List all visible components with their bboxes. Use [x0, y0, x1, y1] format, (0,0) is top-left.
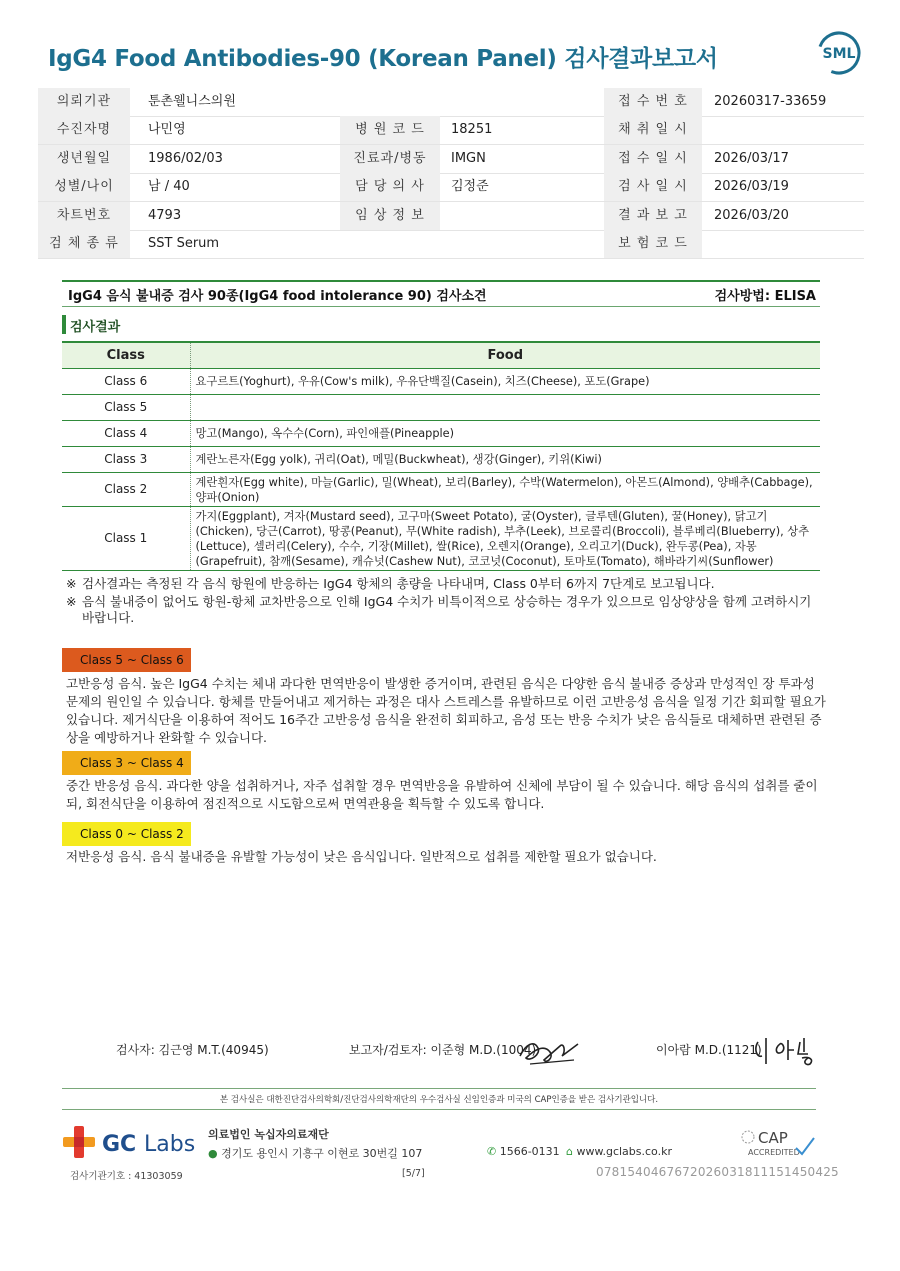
info-value: [451, 202, 601, 230]
info-label: 차트번호: [38, 202, 130, 230]
food-cell: 계란흰자(Egg white), 마늘(Garlic), 밀(Wheat), 보리(Barley), 수박(Watermelon), 아몬드(Almond), 양배추(Cabbage), 양파(Onion): [190, 473, 820, 507]
info-value: 2026/03/17: [714, 151, 789, 166]
info-label: 접 수 일 시: [604, 145, 702, 173]
info-value: 20260317-33659: [714, 94, 827, 109]
location-pin-icon: ●: [208, 1147, 218, 1160]
section-title: IgG4 음식 불내증 검사 90종(IgG4 food intolerance 90) 검사소견: [68, 289, 487, 304]
info-label: 검 체 종 류: [38, 230, 130, 258]
food-column-header: Food: [190, 342, 820, 369]
reporter-signature: 보고자/검토자: 이준형 M.D.(1004): [349, 1043, 537, 1057]
legend-desc-class-0-2: 저반응성 음식. 음식 불내증을 유발할 가능성이 낮은 음식입니다. 일반적으로 섭취를 제한할 필요가 없습니다.: [66, 849, 657, 864]
class-cell: Class 2: [62, 473, 190, 507]
website-url[interactable]: www.gclabs.co.kr: [576, 1145, 672, 1158]
info-value: 김정준: [451, 179, 489, 194]
result-row: [62, 395, 820, 421]
food-cell: 요구르트(Yoghurt), 우유(Cow's milk), 우유단백질(Casein), 치즈(Cheese), 포도(Grape): [190, 369, 820, 395]
info-label: 검 사 일 시: [604, 173, 702, 201]
info-label: 성별/나이: [38, 173, 130, 201]
legend-desc-class-5-6: 고반응성 음식. 높은 IgG4 수치는 체내 과다한 면역반응이 발생한 증거이며, 관련된 음식은 다양한 음식 불내증 증상과 만성적인 장 투과성 문제의 원인일 수 있습니다. 항체를 만들어내고 제거하는 과정은 대사 스트레스를 유발하므로 이런 고반응성 음식을 일정 기간 회피할 필요가 있습니다. 제거식단을 이용하여 적어도 16주간 고반응성 음식을 완전히 회피하고, 음성 또는 반응 수치가 낮은 음식들로 대체하면 관련된 증상을 예방하거나 완화할 수 있습니다.: [66, 676, 826, 745]
class-cell: Class 1: [62, 507, 190, 571]
info-value: IMGN: [451, 151, 486, 166]
patient-info-table: [38, 88, 864, 260]
sml-logo: [816, 30, 862, 76]
info-value: 툰촌웰니스의원: [148, 94, 236, 109]
info-row: [38, 116, 864, 145]
result-row: [62, 473, 820, 507]
gc-logo-text: GC: [102, 1132, 137, 1157]
website[interactable]: [566, 1145, 672, 1158]
note-1: [66, 576, 826, 592]
barcode-number: 0781540467672026031811151450425: [596, 1165, 839, 1179]
info-label: 결 과 보 고: [604, 202, 702, 230]
note-text: 검사결과는 측정된 각 음식 항원에 반응하는 IgG4 항체의 총량을 나타내며, Class 0부터 6까지 7단계로 보고됩니다.: [82, 576, 715, 591]
info-value: 남 / 40: [148, 179, 190, 194]
phone: [487, 1145, 560, 1158]
result-row: [62, 507, 820, 571]
result-table: [62, 341, 820, 571]
info-label: 의뢰기관: [38, 88, 130, 116]
phone-number: 1566-0131: [499, 1145, 560, 1158]
class-cell: Class 3: [62, 447, 190, 473]
info-row: [38, 145, 864, 174]
info-label: 생년월일: [38, 145, 130, 173]
sml-logo-text: SML: [822, 46, 856, 62]
address: [208, 1145, 422, 1161]
result-header-row: [62, 342, 820, 369]
info-row: [38, 202, 864, 231]
note-text: 음식 불내증이 없어도 항원-항체 교차반응으로 인해 IgG4 수치가 비특이적으로 상승하는 경우가 있으므로 임상양상을 함께 고려하시기 바랍니다.: [82, 594, 812, 625]
info-row: [38, 230, 864, 259]
info-label: 병 원 코 드: [340, 116, 440, 144]
result-row: [62, 447, 820, 473]
handwritten-signature-1: [516, 1030, 582, 1070]
info-label: 보 험 코 드: [604, 230, 702, 258]
home-icon: ⌂: [566, 1145, 573, 1158]
cap-accredited-logo: [736, 1126, 816, 1162]
legend-badge-class-5-6: Class 5 ~ Class 6: [62, 648, 191, 672]
class-cell: Class 6: [62, 369, 190, 395]
section-divider: [62, 306, 820, 307]
class-cell: Class 5: [62, 395, 190, 421]
info-value: 2026/03/19: [714, 179, 789, 194]
labs-logo-text: Labs: [144, 1132, 196, 1157]
accreditation-notice: 본 검사실은 대한진단검사의학회/진단검사의학재단의 우수검사실 신임인증과 미국의 CAP인증을 받은 검사기관입니다.: [219, 1095, 659, 1105]
info-row: [38, 88, 864, 117]
handwritten-signature-2: [752, 1034, 822, 1068]
third-signature-name: 이아람 M.D.(1121): [656, 1043, 762, 1057]
info-label: 접 수 번 호: [604, 88, 702, 116]
info-value: [714, 116, 864, 144]
info-label: 진료과/병동: [340, 145, 440, 173]
result-row: [62, 421, 820, 447]
info-value: 1986/02/03: [148, 151, 223, 166]
info-value: 2026/03/20: [714, 208, 789, 223]
report-title: IgG4 Food Antibodies-90 (Korean Panel) 검사결과보고서: [48, 46, 718, 72]
info-value: 4793: [148, 208, 182, 223]
class-cell: Class 4: [62, 421, 190, 447]
info-label: 수진자명: [38, 116, 130, 144]
cap-logo-subtext: ACCREDITED: [748, 1148, 800, 1157]
info-value: 18251: [451, 122, 493, 137]
gc-labs-logo: [62, 1124, 204, 1160]
class-column-header: Class: [62, 342, 190, 369]
food-cell: [190, 395, 820, 421]
page-number: [5/7]: [402, 1168, 425, 1179]
address-text: 경기도 용인시 기흥구 이현로 30번길 107: [221, 1147, 423, 1160]
info-value: 나민영: [148, 122, 186, 137]
info-row: [38, 173, 864, 202]
cap-logo-text: CAP: [758, 1129, 788, 1147]
footer-rule-top: [62, 1088, 816, 1089]
note-2: [66, 594, 826, 626]
footer-rule-bottom: [62, 1109, 816, 1110]
tester-signature: 검사자: 김근영 M.T.(40945): [116, 1043, 269, 1057]
info-label: 채 취 일 시: [604, 116, 702, 144]
legend-badge-class-0-2: Class 0 ~ Class 2: [62, 822, 191, 846]
test-method: 검사방법: ELISA: [714, 289, 816, 304]
foundation-name: 의료법인 녹십자의료재단: [208, 1128, 329, 1141]
food-cell: 계란노른자(Egg yolk), 귀리(Oat), 메밀(Buckwheat), 생강(Ginger), 키위(Kiwi): [190, 447, 820, 473]
info-value: SST Serum: [148, 236, 220, 251]
result-title: 검사결과: [70, 320, 121, 335]
info-value: [714, 230, 864, 258]
org-code: 검사기관기호 : 41303059: [70, 1171, 183, 1182]
result-title-marker: [62, 315, 66, 334]
legend-desc-class-3-4: 중간 반응성 음식. 과다한 양을 섭취하거나, 자주 섭취할 경우 면역반응을 유발하여 신체에 부담이 될 수 있습니다. 해당 음식의 섭취를 줄이되, 회전식단을 이용하여 점진적으로 시도함으로써 면역관용을 획득할 수 있도록 합니다.: [66, 778, 818, 811]
legend-badge-class-3-4: Class 3 ~ Class 4: [62, 751, 191, 775]
result-row: [62, 369, 820, 395]
info-label: 임 상 정 보: [340, 202, 440, 230]
phone-icon: ✆: [487, 1145, 497, 1158]
note-marker: ※: [66, 576, 77, 591]
info-label: 담 당 의 사: [340, 173, 440, 201]
section-top-rule: [62, 280, 820, 282]
food-cell: 망고(Mango), 옥수수(Corn), 파인애플(Pineapple): [190, 421, 820, 447]
food-cell: 가지(Eggplant), 겨자(Mustard seed), 고구마(Sweet Potato), 굴(Oyster), 글루텐(Gluten), 꿀(Honey), 닭고기(Chicken), 당근(Carrot), 땅콩(Peanut), 무(White radish), 부추(Leek), 브로콜리(Broccoli), 블루베리(Blueberry), 상추(Lettuce), 셀러리(Celery), 수수, 기장(Millet), 쌀(Rice), 오렌지(Orange), 오리고기(Duck), 완두콩(Pea), 자몽(Grapefruit), 참깨(Sesame), 캐슈넛(Cashew Nut), 코코넛(Coconut), 토마토(Tomato), 해바라기씨(Sunflower): [190, 507, 820, 571]
note-marker: ※: [66, 594, 77, 609]
